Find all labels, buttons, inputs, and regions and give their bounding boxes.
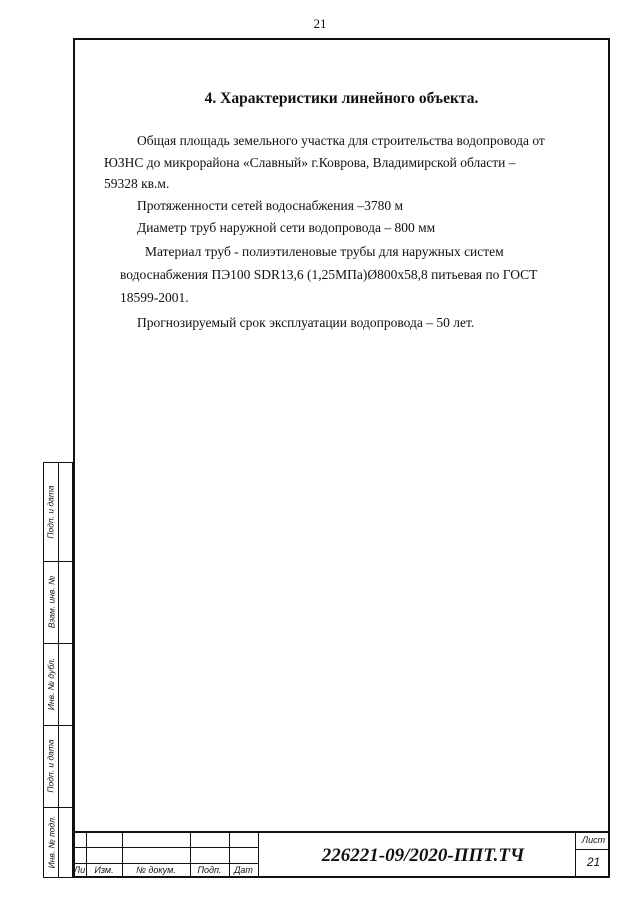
paragraph-line: Прогнозируемый срок эксплуатации водопровода – 50 лет.: [137, 315, 475, 330]
title-block-row-line: [73, 847, 258, 848]
side-label-orig-inv: Инв. № подл.: [46, 815, 56, 869]
side-label-dup-inv: Инв. № дубл.: [46, 657, 56, 711]
document-code: 226221-09/2020-ППТ.ТЧ: [321, 845, 525, 866]
col-label-change: Изм.: [94, 865, 114, 875]
document-frame: [73, 38, 610, 878]
side-stamp: [43, 462, 73, 878]
col-label-date: Дат: [234, 865, 253, 875]
title-block: [73, 831, 610, 878]
col-label-signature: Подп.: [197, 865, 222, 875]
page-number-top: 21: [313, 16, 327, 31]
sheet-number: 21: [586, 855, 601, 869]
side-stamp-divider: [58, 463, 59, 877]
col-label-li: Ли: [73, 865, 86, 875]
paragraph-line: 59328 кв.м.: [104, 176, 170, 191]
paragraph-line: Общая площадь земельного участка для строительства водопровода от: [137, 133, 545, 148]
side-label-sign-date-2: Подп. и дата: [46, 739, 56, 793]
sheet-label: Лист: [581, 835, 606, 845]
paragraph-line: водоснабжения ПЭ100 SDR13,6 (1,25МПа)Ø800х58,8 питьевая по ГОСТ: [120, 267, 538, 282]
paragraph-line: 18599-2001.: [120, 290, 189, 305]
paragraph-line: ЮЗНС до микрорайона «Славный» г.Коврова, Владимирской области –: [104, 155, 516, 170]
title-block-row-line: [73, 863, 258, 864]
side-label-sign-date: Подп. и дата: [46, 485, 56, 539]
side-label-replace-inv: Взам. инв. №: [46, 575, 57, 629]
paragraph-line: Диаметр труб наружной сети водопровода – 800 мм: [137, 220, 436, 235]
section-heading: 4. Характеристики линейного объекта.: [204, 90, 479, 107]
paragraph-line: Материал труб - полиэтиленовые трубы для наружных систем: [145, 244, 504, 259]
paragraph-line: Протяженности сетей водоснабжения –3780 м: [137, 198, 403, 213]
col-label-doc-number: № докум.: [136, 865, 176, 875]
